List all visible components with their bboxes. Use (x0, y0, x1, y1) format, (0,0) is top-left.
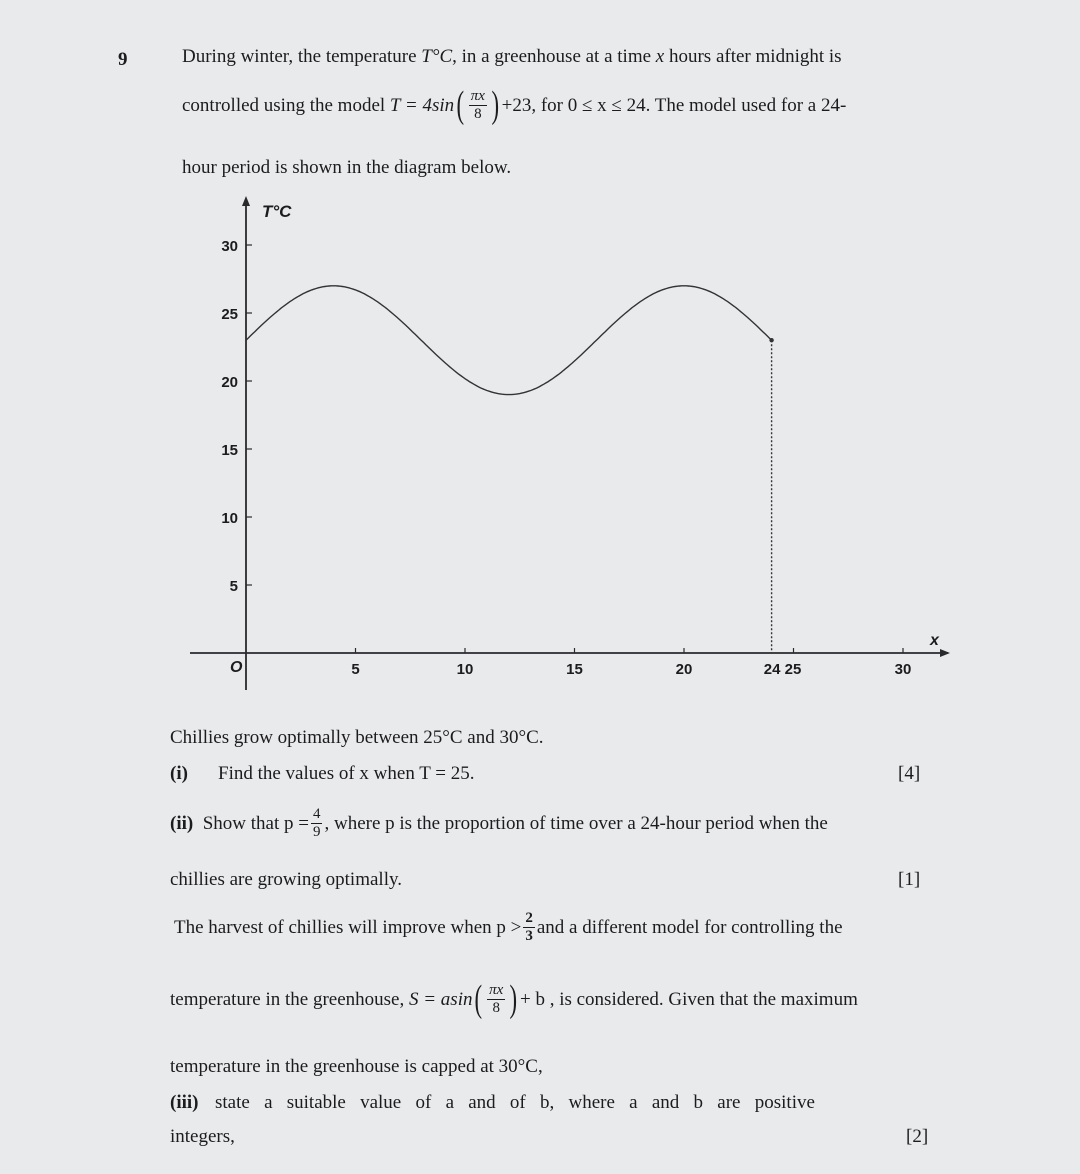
y-axis-arrow (242, 196, 250, 206)
part-ii-line-1 (170, 806, 828, 840)
end-point (769, 338, 773, 342)
part-iii-label: (iii) (170, 1092, 199, 1113)
model-fraction-numerator: πx (470, 88, 485, 105)
temperature-variable: T°C (421, 46, 453, 67)
harvest-line-2-rest: + b , is considered. Given that the maximum (519, 988, 858, 1010)
x-tick-label: 30 (894, 661, 912, 678)
question-number: 9 (118, 49, 128, 70)
y-tick-label: 15 (221, 442, 238, 459)
model-fraction-denominator: 8 (474, 105, 482, 122)
chillies-statement: Chillies grow optimally between 25°C and 30°C. (170, 727, 544, 748)
harvest-line-2-text: temperature in the greenhouse, (170, 988, 405, 1010)
part-iii-line-2: integers, (170, 1126, 235, 1147)
harvest-fraction (523, 910, 535, 944)
part-i-marks: [4] (898, 763, 921, 784)
part-ii-marks: [1] (898, 869, 921, 890)
time-variable: x (655, 46, 665, 67)
y-axis-label: T°C (262, 202, 292, 221)
part-ii-fraction-numerator: 4 (312, 806, 321, 822)
new-model-lhs: S = asin (408, 988, 473, 1010)
part-i-label: (i) (170, 763, 188, 784)
y-tick-label: 10 (221, 510, 238, 527)
part-ii-text-b: , where p is the proportion of time over a 24-hour period when the (324, 812, 828, 834)
part-i-text: Find the values of x when T = 25. (218, 763, 475, 784)
x-tick-label: 24 25 (763, 661, 802, 678)
new-model-fraction-denominator: 8 (492, 999, 500, 1016)
part-ii-fraction (311, 806, 323, 840)
model-domain-text: +23, for 0 ≤ x ≤ 24. The model used for a 24- (501, 94, 847, 116)
x-tick-label: 20 (675, 661, 693, 678)
model-intro-text: controlled using the model (182, 94, 386, 116)
harvest-line-3: temperature in the greenhouse is capped at 30°C, (170, 1056, 543, 1077)
new-model-fraction-numerator: πx (489, 982, 504, 999)
model-lhs: T = 4sin (389, 94, 455, 116)
harvest-line-1 (174, 910, 843, 944)
part-ii-line-2: chillies are growing optimally. (170, 869, 402, 890)
part-iii-marks: [2] (906, 1126, 929, 1147)
x-axis-arrow (940, 649, 950, 657)
harvest-fraction-denominator: 3 (525, 927, 533, 944)
part-iii-text: state a suitable value of a and of b, where a and b are positive (215, 1092, 815, 1113)
new-model-fraction (487, 982, 505, 1016)
y-tick-label: 30 (221, 238, 238, 255)
y-tick-label: 25 (221, 306, 238, 323)
harvest-text-b: and a different model for controlling the (536, 916, 843, 938)
intro-text-c: hours after midnight is (668, 46, 842, 67)
y-tick-label: 5 (229, 578, 238, 595)
x-axis-label: x (930, 632, 939, 649)
intro-line-2: controlled using the model T = 4sin ( $\frac{\pi x}{8}$ ) +23, for 0 ≤ x ≤ 24. The model used for a 24- (182, 84, 847, 126)
x-tick-label: 15 (566, 661, 583, 678)
harvest-line-2: temperature in the greenhouse, S = asin ( $\frac{\pi x}{8}$ ) + b , is considered. Given that the maximum (170, 978, 858, 1020)
y-tick-label: 20 (221, 374, 238, 391)
intro-text-b: , in a greenhouse at a time (452, 46, 652, 67)
origin-label: O (230, 659, 243, 676)
x-tick-label: 10 (456, 661, 474, 678)
harvest-fraction-numerator: 2 (525, 910, 533, 926)
intro-line-3: hour period is shown in the diagram below. (182, 157, 512, 178)
part-ii-fraction-denominator: 9 (312, 823, 321, 840)
part-ii-text-a: Show that p = (202, 812, 309, 834)
temperature-curve (246, 286, 772, 395)
part-ii-label: (ii) (170, 812, 194, 834)
intro-text-a: During winter, the temperature (182, 46, 417, 67)
harvest-text-a: The harvest of chillies will improve when p > (174, 916, 522, 938)
x-tick-label: 5 (351, 661, 360, 678)
